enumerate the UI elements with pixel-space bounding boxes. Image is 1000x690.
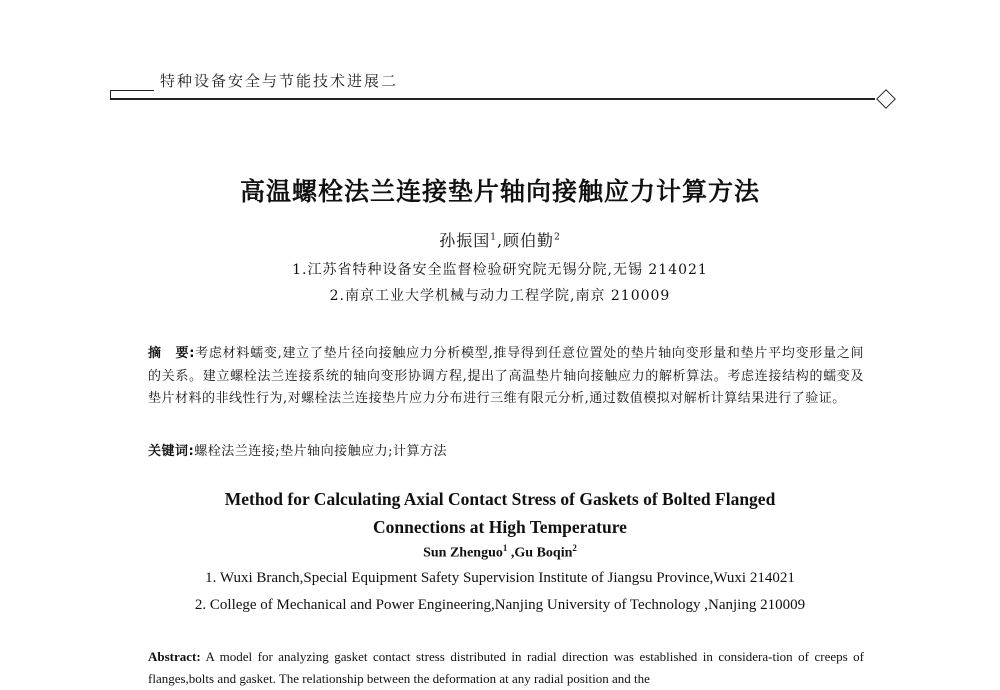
chinese-abstract-label: 摘 要: — [148, 346, 195, 361]
header-rule-tick — [110, 90, 111, 98]
chinese-affiliation-2: 2.南京工业大学机械与动力工程学院,南京 210009 — [329, 288, 671, 304]
chinese-authors — [0, 228, 1000, 251]
chinese-abstract-text: 考虑材料蠕变,建立了垫片径向接触应力分析模型,推导得到任意位置处的垫片轴向变形量和垫片平均变形量之间的关系。建立螺栓法兰连接系统的轴向变形协调方程,提出了高温垫片轴向接触应力的解析算法。考虑连接结构的蠕变及垫片材料的非线性行为,对螺栓法兰连接垫片应力分布进行三维有限元分析,通过数值模拟对解析计算结果进行了验证。 — [148, 346, 865, 406]
chinese-keywords — [148, 440, 864, 459]
author-separator: , — [496, 231, 504, 250]
chinese-abstract — [148, 343, 864, 411]
english-title-line-1: Method for Calculating Axial Contact Stress of Gaskets of Bolted Flanged — [224, 489, 776, 509]
author-name: 顾伯勤 — [503, 231, 555, 250]
english-title — [0, 485, 1000, 541]
author-name: Sun Zhenguo — [423, 545, 503, 561]
english-authors — [0, 543, 1000, 562]
author-name: 孙振国 — [439, 231, 491, 250]
author-affiliation-mark: 2 — [554, 232, 561, 243]
author-affiliation-mark: 1 — [502, 543, 508, 553]
author-separator: , — [507, 545, 515, 561]
chinese-title: 高温螺栓法兰连接垫片轴向接触应力计算方法 — [239, 177, 760, 206]
header-rule — [110, 98, 875, 100]
author-name: Gu Boqin — [514, 545, 573, 561]
english-affiliation-2: 2. College of Mechanical and Power Engineering,Nanjing University of Technology ,Nanjing 210009 — [194, 597, 806, 613]
english-title-line-2: Connections at High Temperature — [373, 517, 627, 537]
english-abstract-label: Abstract: — [148, 649, 201, 664]
english-affiliation-1: 1. Wuxi Branch,Special Equipment Safety Supervision Institute of Jiangsu Province,Wuxi 214021 — [205, 570, 795, 586]
chinese-keywords-label: 关键词: — [148, 444, 195, 459]
author-affiliation-mark: 1 — [490, 232, 497, 243]
english-abstract-text: A model for analyzing gasket contact stress distributed in radial direction was established in considera-tion of creeps of flanges,bolts and gasket. The relationship between the deformation at any radial position and the — [148, 649, 864, 686]
header-rule-short — [110, 90, 154, 91]
chinese-affiliation-1: 1.江苏省特种设备安全监督检验研究院无锡分院,无锡 214021 — [292, 262, 708, 278]
author-affiliation-mark: 2 — [572, 543, 577, 553]
chinese-keywords-text: 螺栓法兰连接;垫片轴向接触应力;计算方法 — [194, 444, 447, 459]
header-diamond-ornament — [876, 89, 896, 109]
english-abstract — [148, 646, 864, 690]
running-header: 特种设备安全与节能技术进展二 — [160, 72, 399, 90]
